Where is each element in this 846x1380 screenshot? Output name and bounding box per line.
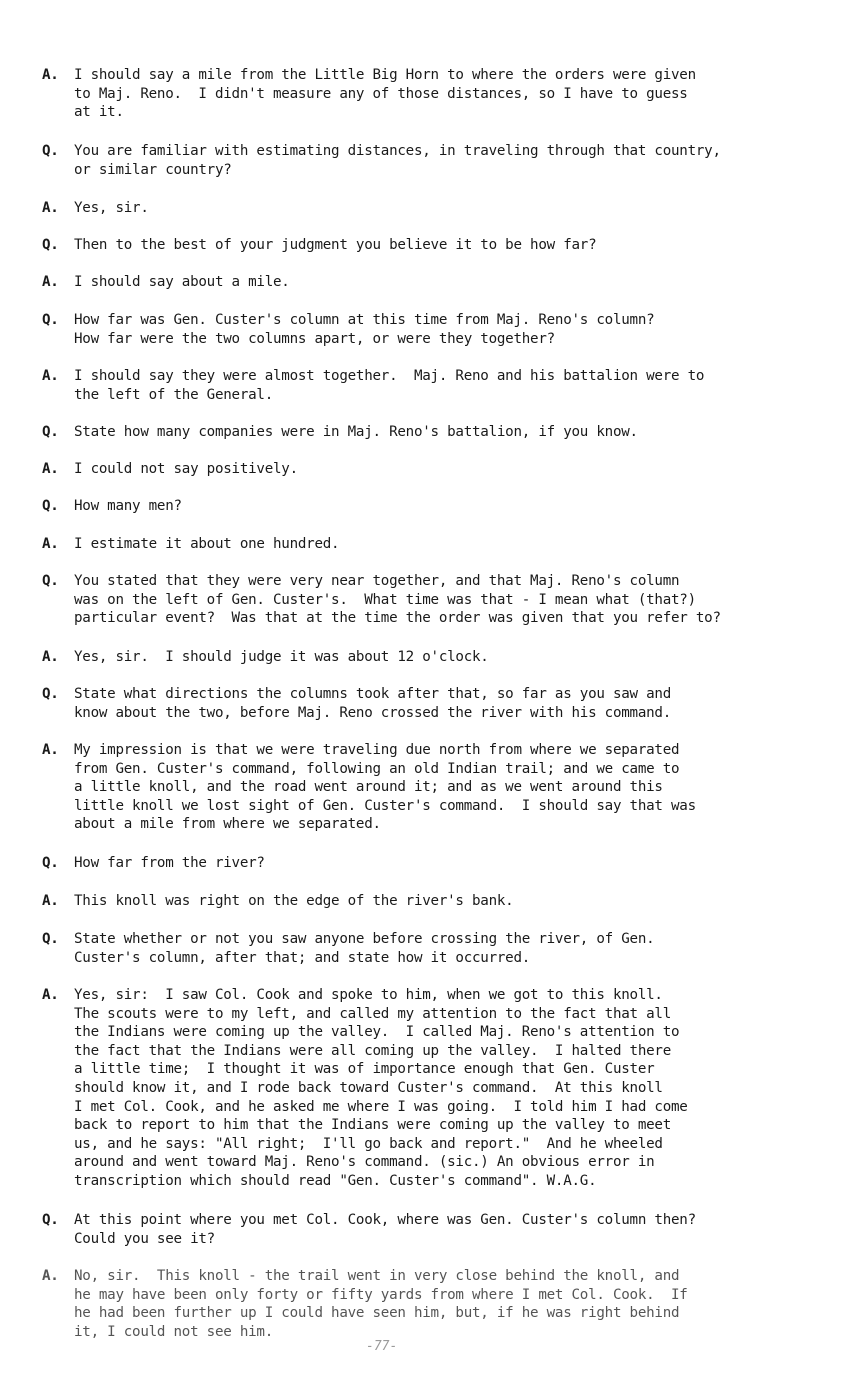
- entry-marker: A.: [42, 368, 59, 384]
- question-entry: [42, 685, 842, 722]
- question-entry: [42, 930, 842, 967]
- entry-text: No, sir. This knoll - the trail went in very close behind the knoll, and he may have been only forty or fifty yards from where I met Col. Cook. If he had been further up I could have seen him, but, if he was right behind it, I could not see him.: [74, 1268, 688, 1340]
- entry-marker: A.: [42, 742, 59, 758]
- question-entry: [42, 236, 842, 255]
- entry-text: State whether or not you saw anyone before crossing the river, of Gen. Custer's column, after that; and state how it occurred.: [74, 931, 655, 966]
- question-entry: [42, 142, 842, 179]
- entry-text: You stated that they were very near together, and that Maj. Reno's column was on the left of Gen. Custer's. What time was that - I mean what (that?) particular event? Was that at the time the order was given that you refer to?: [74, 573, 721, 627]
- question-entry: [42, 572, 842, 628]
- answer-entry: [42, 367, 842, 404]
- entry-marker: A.: [42, 1268, 59, 1284]
- question-entry: [42, 854, 842, 873]
- entry-marker: A.: [42, 67, 59, 83]
- entry-marker: A.: [42, 274, 59, 290]
- entry-marker: Q.: [42, 237, 59, 253]
- entry-marker: A.: [42, 200, 59, 216]
- entry-marker: Q.: [42, 855, 59, 871]
- entry-text: State how many companies were in Maj. Reno's battalion, if you know.: [74, 424, 638, 440]
- entry-marker: Q.: [42, 573, 59, 589]
- entry-text: Yes, sir.: [74, 200, 149, 216]
- entry-marker: Q.: [42, 312, 59, 328]
- entry-text: Yes, sir: I saw Col. Cook and spoke to him, when we got to this knoll. The scouts were to my left, and called my attention to the fact that all the Indians were coming up the valley. I called Maj. Reno's attention to the fact that the Indians were all coming up the valley. I halted there a little time; I thought it was of importance enough that Gen. Custer should know it, and I rode back toward Custer's command. At this knoll I met Col. Cook, and he asked me where I was going. I told him I had come back to report to him that the Indians were coming up the valley to meet us, and he says: "All right; I'll go back and report." And he wheeled around and went toward Maj. Reno's command. (sic.) An obvious error in transcription which should read "Gen. Custer's command". W.A.G.: [74, 987, 688, 1189]
- entry-text: Yes, sir. I should judge it was about 12 o'clock.: [74, 649, 489, 665]
- entry-text: My impression is that we were traveling due north from where we separated from Gen. Custer's command, following an old Indian trail; and we came to a little knoll, and the road went around it; and as we went around this little knoll we lost sight of Gen. Custer's command. I should say that was about a mile from where we separated.: [74, 742, 696, 833]
- entry-text: Then to the best of your judgment you believe it to be how far?: [74, 237, 597, 253]
- entry-marker: A.: [42, 649, 59, 665]
- answer-entry: [42, 1267, 842, 1341]
- entry-text: I estimate it about one hundred.: [74, 536, 340, 552]
- question-entry: [42, 497, 842, 516]
- entry-text: This knoll was right on the edge of the river's bank.: [74, 893, 514, 909]
- answer-entry: [42, 199, 842, 218]
- answer-entry: [42, 273, 842, 292]
- entry-marker: Q.: [42, 686, 59, 702]
- entry-marker: A.: [42, 461, 59, 477]
- page-number: -77-: [366, 1339, 398, 1354]
- entry-text: At this point where you met Col. Cook, where was Gen. Custer's column then? Could you see it?: [74, 1212, 696, 1247]
- entry-text: I should say a mile from the Little Big Horn to where the orders were given to Maj. Reno. I didn't measure any of those distances, so I have to guess at it.: [74, 67, 696, 121]
- entry-marker: Q.: [42, 498, 59, 514]
- answer-entry: [42, 648, 842, 667]
- answer-entry: [42, 741, 842, 834]
- entry-marker: Q.: [42, 931, 59, 947]
- answer-entry: [42, 892, 842, 911]
- entry-text: I could not say positively.: [74, 461, 298, 477]
- question-entry: [42, 423, 842, 442]
- entry-text: How far was Gen. Custer's column at this time from Maj. Reno's column? How far were the two columns apart, or were they together?: [74, 312, 655, 347]
- entry-text: You are familiar with estimating distances, in traveling through that country, or similar country?: [74, 143, 721, 178]
- question-entry: [42, 311, 842, 348]
- question-entry: [42, 1211, 842, 1248]
- entry-marker: A.: [42, 987, 59, 1003]
- entry-marker: Q.: [42, 143, 59, 159]
- answer-entry: [42, 535, 842, 554]
- entry-marker: Q.: [42, 424, 59, 440]
- answer-entry: [42, 460, 842, 479]
- entry-marker: A.: [42, 536, 59, 552]
- entry-text: State what directions the columns took after that, so far as you saw and know about the two, before Maj. Reno crossed the river with his command.: [74, 686, 671, 721]
- entry-text: I should say they were almost together. Maj. Reno and his battalion were to the left of the General.: [74, 368, 705, 403]
- entry-text: How far from the river?: [74, 855, 265, 871]
- entry-text: I should say about a mile.: [74, 274, 290, 290]
- entry-text: How many men?: [74, 498, 182, 514]
- answer-entry: [42, 986, 842, 1191]
- answer-entry: [42, 66, 842, 122]
- entry-marker: A.: [42, 893, 59, 909]
- entry-marker: Q.: [42, 1212, 59, 1228]
